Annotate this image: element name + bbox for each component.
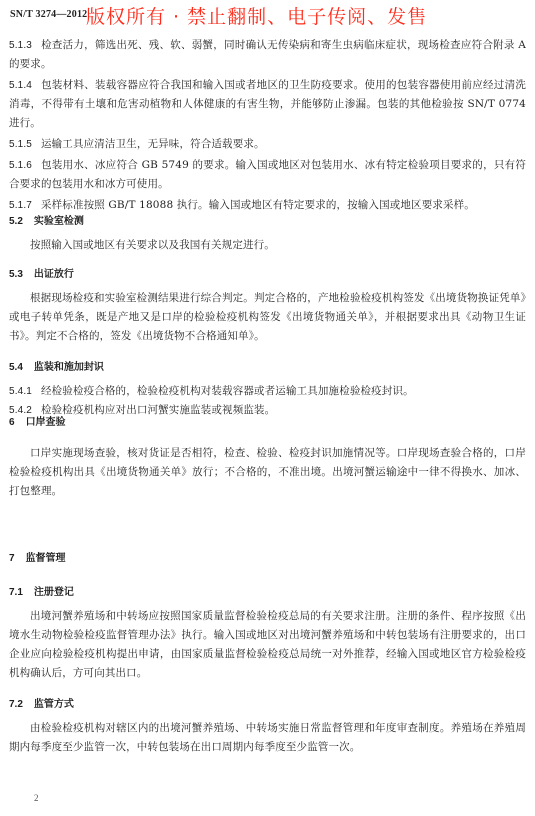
page-number: 2 <box>34 793 39 803</box>
clause-text: 经检验检疫合格的，检验检疫机构对装载容器或者运输工具加施检验检疫封识。 <box>41 385 414 397</box>
clause-number: 5.1.4 <box>9 80 32 91</box>
clause-5-1-6 <box>9 156 526 194</box>
clause-text: 采样标准按照 GB/T 18088 执行。输入国或地区有特定要求的，按输入国或地区要求采样。 <box>41 199 475 211</box>
clause-text: 运输工具应清洁卫生，无异味，符合适载要求。 <box>41 138 265 150</box>
section-title: 实验室检测 <box>33 216 84 227</box>
clause-5-1-3 <box>9 36 526 74</box>
section-6 <box>9 413 526 501</box>
section-number: 7.1 <box>9 587 23 598</box>
clause-number: 5.1.3 <box>9 40 32 51</box>
section-text: 出境河蟹养殖场和中转场应按照国家质量监督检验检疫总局的有关要求注册。注册的条件、程序按照《出境水生动物检验检疫监督管理办法》执行。输入国或地区对出境河蟹养殖场和中转包装场有注册要求的，出口企业应向检验检疫机构提出申请，由国家质量监督检验检疫总局统一对外推荐，经输入国或地区官方检验检疫机构确认后，方可向其出口。 <box>9 610 526 679</box>
clause-group-5-1 <box>9 36 526 215</box>
section-number: 7.2 <box>9 699 23 710</box>
copyright-watermark: 版权所有 · 禁止翻制、电子传阅、发售 <box>86 6 428 28</box>
section-heading <box>9 583 526 602</box>
section-title: 监装和施加封识 <box>33 362 104 373</box>
clause-number: 5.1.7 <box>9 200 32 211</box>
section-heading <box>9 265 526 284</box>
clause-number: 5.4.2 <box>9 405 32 416</box>
section-text: 按照输入国或地区有关要求以及我国有关规定进行。 <box>30 239 275 251</box>
section-number: 5.2 <box>9 216 23 227</box>
clause-5-4-1 <box>9 382 526 401</box>
section-heading <box>9 695 526 714</box>
section-text: 口岸实施现场查验，核对货证是否相符，检查、检验、检疫封识加施情况等。口岸现场查验合格的，口岸检验检疫机构出具《出境货物通关单》放行；不合格的，不准出境。出境河蟹运输途中一律不得换水、加冰、打包整理。 <box>9 447 526 497</box>
section-5-2 <box>9 212 526 255</box>
section-title: 口岸查验 <box>25 417 66 428</box>
section-title: 注册登记 <box>33 587 74 598</box>
section-7-1 <box>9 583 526 683</box>
section-title: 监督管理 <box>25 553 66 564</box>
clause-text: 包装用水、冰应符合 GB 5749 的要求。输入国或地区对包装用水、冰有特定检验项目要求的，只有符合要求的包装用水和冰方可使用。 <box>9 159 526 190</box>
section-number: 5.4 <box>9 362 23 373</box>
section-7 <box>9 549 526 568</box>
section-5-3 <box>9 265 526 346</box>
standard-number: SN/T 3274—2012 <box>10 9 88 20</box>
clause-text: 检查活力，筛选出死、残、软、弱蟹，同时确认无传染病和寄生虫病临床症状，现场检查应符合附录 A 的要求。 <box>9 39 526 70</box>
clause-text: 检验检疫机构应对出口河蟹实施监装或视频监装。 <box>41 404 276 416</box>
clause-number: 5.1.5 <box>9 139 32 150</box>
clause-text: 包装材料、装载容器应符合我国和输入国或者地区的卫生防疫要求。使用的包装容器使用前应经过清洗消毒，不得带有土壤和危害动植物和人体健康的有害生物，并能够防止渗漏。包装的其他检验按 SN/T 0774 进行。 <box>9 79 526 129</box>
section-heading <box>9 358 526 377</box>
clause-number: 5.1.6 <box>9 160 32 171</box>
clause-number: 5.4.1 <box>9 386 32 397</box>
section-text: 根据现场检疫和实验室检测结果进行综合判定。判定合格的，产地检验检疫机构签发《出境货物换证凭单》或电子转单凭条，既是产地又是口岸的检验检疫机构签发《出境货物通关单》，并根据要求出具《动物卫生证书》。判定不合格的，签发《出境货物不合格通知单》。 <box>9 292 526 342</box>
section-heading <box>9 413 526 432</box>
section-number: 7 <box>9 553 15 564</box>
clause-5-1-5 <box>9 135 526 154</box>
clause-5-1-4 <box>9 76 526 133</box>
section-title: 监管方式 <box>33 699 74 710</box>
section-heading <box>9 549 526 568</box>
section-number: 6 <box>9 417 15 428</box>
section-5-4 <box>9 358 526 420</box>
section-number: 5.3 <box>9 269 23 280</box>
section-title: 出证放行 <box>33 269 74 280</box>
section-heading <box>9 212 526 231</box>
section-text: 由检验检疫机构对辖区内的出境河蟹养殖场、中转场实施日常监督管理和年度审查制度。养殖场在养殖周期内每季度至少监管一次，中转包装场在出口周期内每季度至少监管一次。 <box>9 722 526 753</box>
section-7-2 <box>9 695 526 757</box>
